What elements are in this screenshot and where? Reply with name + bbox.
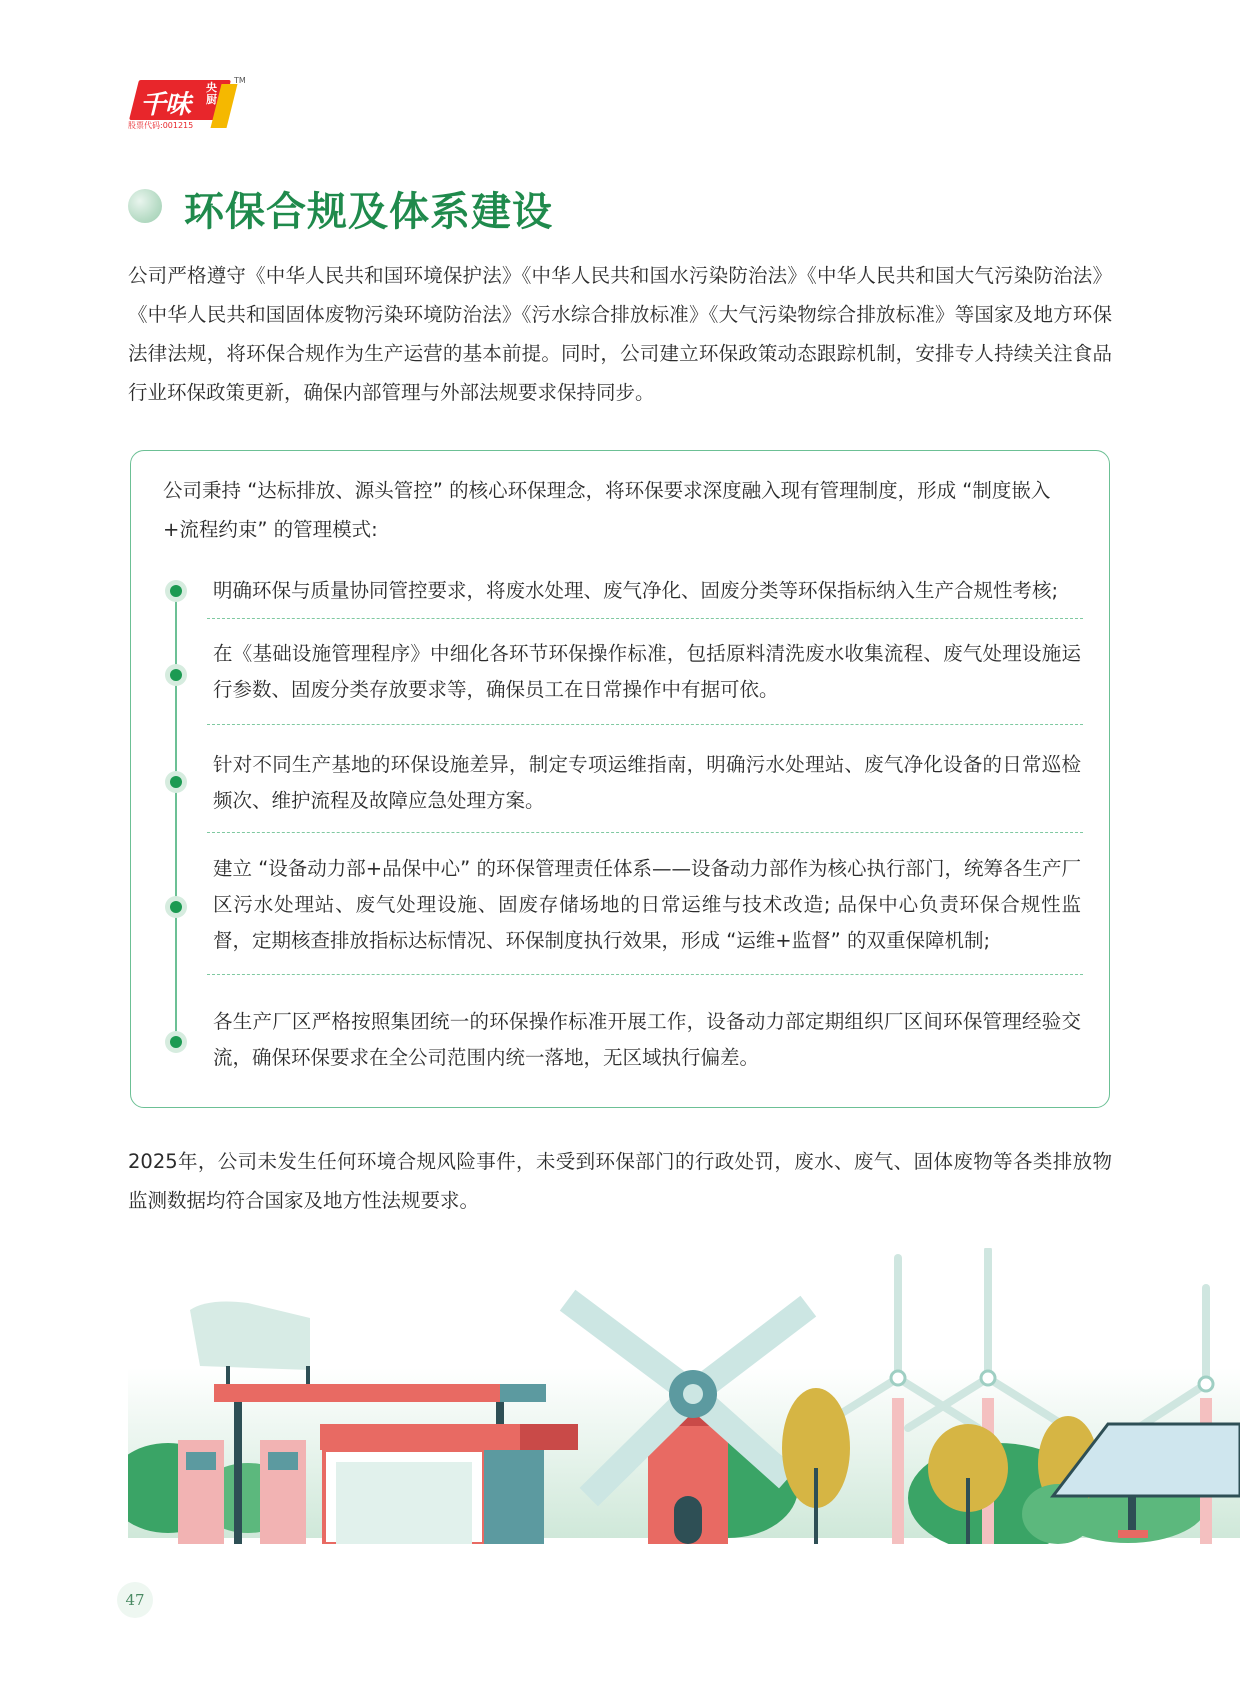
bullet-dot-icon	[165, 664, 187, 686]
timeline-line	[175, 585, 177, 1047]
dashed-divider	[207, 724, 1083, 725]
list-item-text: 明确环保与质量协同管控要求，将废水处理、废气净化、固废分类等环保指标纳入生产合规性考核;	[213, 579, 1059, 602]
bullet-dot-icon	[165, 896, 187, 918]
dashed-divider	[207, 832, 1083, 833]
logo-trademark: TM	[234, 76, 246, 85]
management-model-box	[130, 450, 1110, 1108]
bullet-dot-icon	[165, 771, 187, 793]
box-intro-text: 公司秉持 “达标排放、源头管控” 的核心环保理念，将环保要求深度融入现有管理制度，形成 “制度嵌入+流程约束” 的管理模式:	[163, 479, 1051, 541]
company-logo	[128, 76, 246, 132]
list-item-text: 在《基础设施管理程序》中细化各环节环保操作标准，包括原料清洗废水收集流程、废气处理设施运行参数、固废分类存放要求等，确保员工在日常操作中有据可依。	[213, 642, 1081, 701]
title-bullet-icon	[128, 189, 162, 223]
closing-paragraph: 2025年，公司未发生任何环境合规风险事件，未受到环保部门的行政处罚，废水、废气、固体废物等各类排放物监测数据均符合国家及地方性法规要求。	[128, 1150, 1112, 1212]
page-number: 47	[117, 1582, 153, 1618]
logo-sub-text: 央厨	[206, 81, 217, 106]
list-item-text: 针对不同生产基地的环保设施差异，制定专项运维指南，明确污水处理站、废气净化设备的日常巡检频次、维护流程及故障应急处理方案。	[213, 753, 1081, 812]
logo-stock-code: 股票代码:001215	[128, 121, 194, 130]
logo-brand-text: 千味	[140, 90, 191, 120]
dashed-divider	[207, 974, 1083, 975]
intro-paragraph: 公司严格遵守《中华人民共和国环境保护法》《中华人民共和国水污染防治法》《中华人民共和国大气污染防治法》《中华人民共和国固体废物污染环境防治法》《污水综合排放标准》《大气污染物综合排放标准》等国家及地方环保法律法规，将环保合规作为生产运营的基本前提。同时，公司建立环保政策动态跟踪机制，安排专人持续关注食品行业环保政策更新，确保内部管理与外部法规要求保持同步。	[128, 264, 1112, 404]
bullet-dot-icon	[165, 580, 187, 602]
section-title: 环保合规及体系建设	[184, 189, 553, 235]
dashed-divider	[207, 618, 1083, 619]
green-energy-illustration	[128, 1248, 1240, 1544]
bullet-dot-icon	[165, 1031, 187, 1053]
list-item-text: 各生产厂区严格按照集团统一的环保操作标准开展工作，设备动力部定期组织厂区间环保管理经验交流，确保环保要求在全公司范围内统一落地，无区域执行偏差。	[213, 1010, 1081, 1069]
list-item-text: 建立 “设备动力部+品保中心” 的环保管理责任体系——设备动力部作为核心执行部门，统筹各生产厂区污水处理站、废气处理设施、固废存储场地的日常运维与技术改造; 品保中心负责环保合规性监督，定期核查排放指标达标情况、环保制度执行效果，形成 “运维+监督” 的双重保障机制;	[213, 857, 1081, 952]
